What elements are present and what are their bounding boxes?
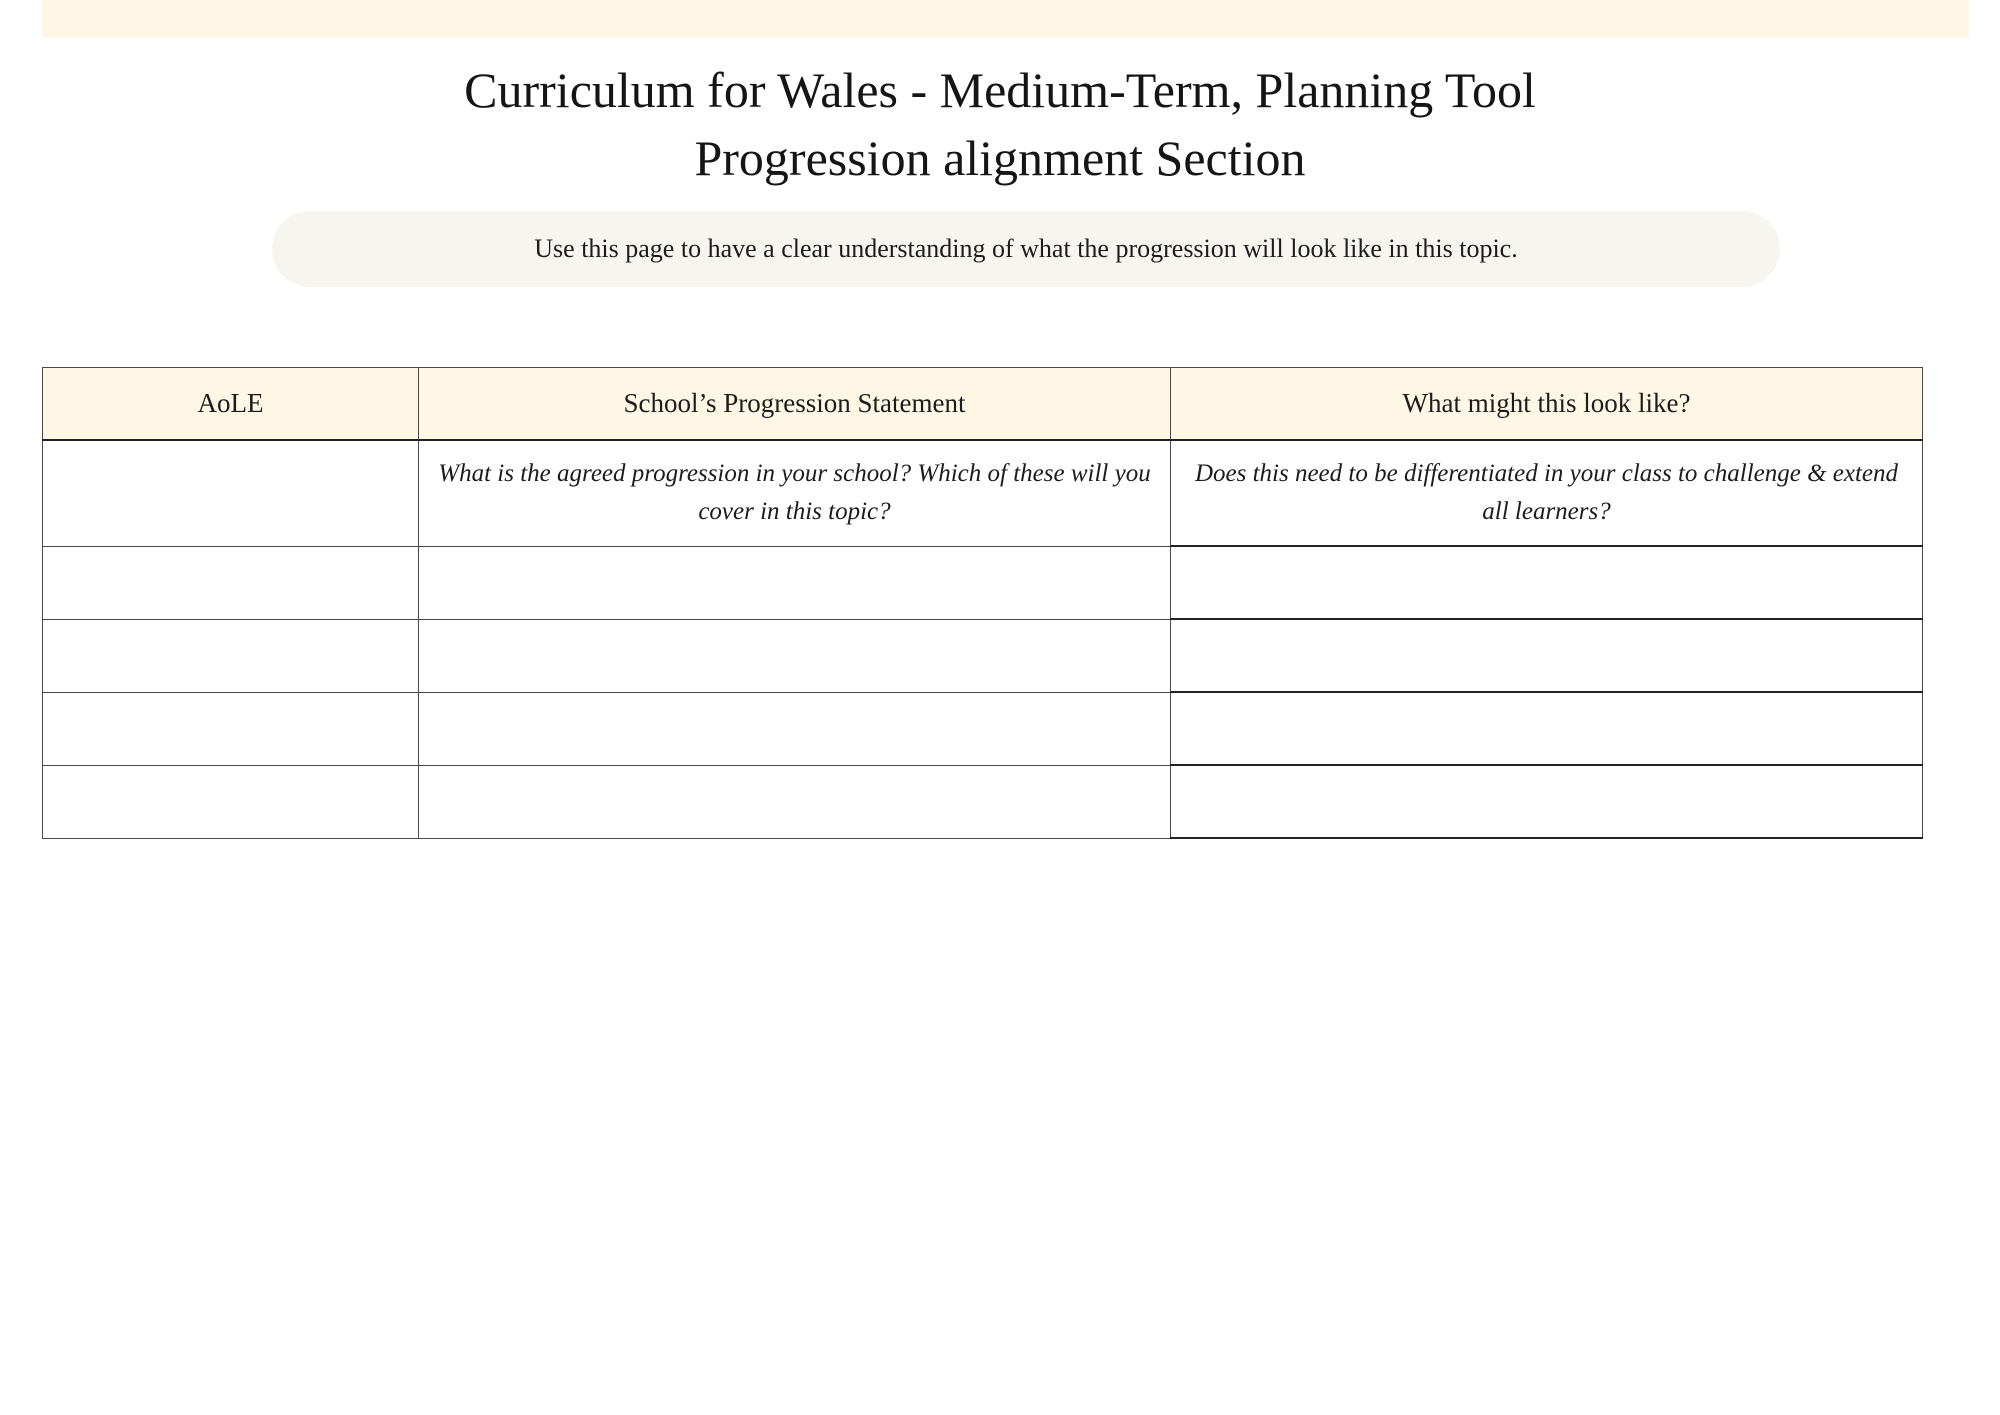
progression-statement-cell[interactable] xyxy=(419,546,1171,619)
instruction-text: Use this page to have a clear understanding of what the progression will look like in this topic. xyxy=(534,234,1518,263)
progression-table xyxy=(42,367,1923,839)
progression-statement-cell[interactable] xyxy=(419,692,1171,765)
aole-cell[interactable] xyxy=(43,692,419,765)
table-row xyxy=(43,619,1923,692)
look-like-cell[interactable] xyxy=(1171,546,1923,619)
table-header-row xyxy=(43,368,1923,441)
table-row xyxy=(43,765,1923,838)
aole-cell[interactable] xyxy=(43,765,419,838)
aole-cell[interactable] xyxy=(43,440,419,546)
table-row xyxy=(43,692,1923,765)
instruction-banner xyxy=(272,211,1780,287)
progression-statement-cell[interactable] xyxy=(419,765,1171,838)
top-decorative-band xyxy=(42,0,1969,38)
page-title: Curriculum for Wales - Medium-Term, Planning Tool xyxy=(464,62,1536,118)
differentiation-guidance-text: Does this need to be differentiated in your class to challenge & extend all learners? xyxy=(1171,440,1923,546)
guidance-row xyxy=(43,440,1923,546)
table-row xyxy=(43,546,1923,619)
look-like-cell[interactable] xyxy=(1171,619,1923,692)
aole-cell[interactable] xyxy=(43,619,419,692)
look-like-cell[interactable] xyxy=(1171,692,1923,765)
progression-statement-cell[interactable] xyxy=(419,619,1171,692)
progression-guidance-text: What is the agreed progression in your school? Which of these will you cover in this topic? xyxy=(419,440,1171,546)
aole-cell[interactable] xyxy=(43,546,419,619)
column-header-what-might-this-look-like: What might this look like? xyxy=(1171,368,1923,441)
look-like-cell[interactable] xyxy=(1171,765,1923,838)
page-subtitle: Progression alignment Section xyxy=(694,130,1306,186)
column-header-aole: AoLE xyxy=(43,368,419,441)
column-header-progression-statement: School’s Progression Statement xyxy=(419,368,1171,441)
